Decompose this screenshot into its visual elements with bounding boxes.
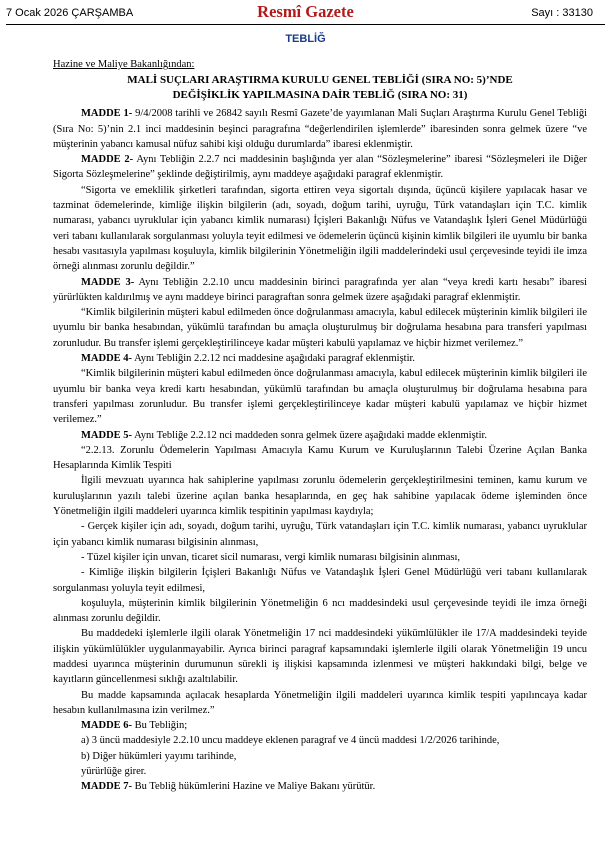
article-4-quote: “Kimlik bilgilerinin müşteri kabul edilmeden önce doğrulanması amacıyla, kabul edilecek müşterinin kimlik bilgileri ile uyumlu bir banka veya kredi kartı hesabından, yükümlü tarafından bu amaçla oluşturulmuş bir doğrulama hesabına para transferi yapılması zorunludur. Bu transfer işlemi gerçekleştirilinceye kadar müşteri kabulü yapılamaz ve hiçbir hizmet verilemez.” <box>53 368 587 426</box>
article-7-label: MADDE 7- <box>81 781 133 793</box>
article-5-text: Aynı Tebliğe 2.2.12 nci maddeden sonra gelmek üzere aşağıdaki madde eklenmiştir. <box>132 429 488 441</box>
article-1-text: 9/4/2008 tarihli ve 26842 sayılı Resmî Gazete’de yayımlanan Mali Suçları Araştırma Kurulu Genel Tebliği (Sıra No: 5)’nin 2.1 inci maddesinin beşinci paragrafına “değerlendirilen işlemlerde” ibaresinden sonra gelmek üzere “ve müşterinin yabancı kamusal nüfuz sahibi kişi olduğu durumlarda” ibaresi eklenmiştir. <box>53 108 587 150</box>
article-4 <box>53 351 587 366</box>
gazette-header <box>0 0 611 26</box>
article-6-label: MADDE 6- <box>81 720 133 732</box>
title-line-2: DEĞİŞİKLİK YAPILMASINA DAİR TEBLİĞ (SIRA NO: 31) <box>172 88 468 101</box>
article-5-paragraph-2: koşuluyla, müşterinin kimlik bilgilerinin Yönetmeliğin 6 ncı maddesindeki usul çerçevesinde teyidi ile imza örneği alınması zorunlu değildir. <box>53 597 587 625</box>
article-4-text: Aynı Tebliğin 2.2.12 nci maddesine aşağıdaki paragraf eklenmiştir. <box>132 353 416 365</box>
article-2-quote: “Sigorta ve emeklilik şirketleri tarafından, sigorta ettiren veya sigortalı dışında, üçüncü kişilere yapılacak hasar ve tazminat ödemelerinde, kimliğe ilişkin bilgilerin (adı, soyadı, doğum tarihi, uyruğu, Türk vatandaşları için T.C. kimlik numarası, yabancı uyruklular için yabancı kimlik numarası) İçişleri Bakanlığı Nüfus ve Vatandaşlık İşleri Genel Müdürlüğü veri tabanı kullanılarak sorgulanması yoluyla teyit edilmesi ve ödemelerin üçüncü kişinin kimlik bilgileri ile uyumlu bir banka hesabı vasıtasıyla yapılması koşuluyla, kimlik bilgilerinin Yönetmeliğin ilgili maddelerindeki usul çerçevesinde teyidi ile imza örneği alınması zorunlu değildir.” <box>53 184 587 273</box>
article-2-text: Aynı Tebliğin 2.2.7 nci maddesinin başlığında yer alan “Sözleşmelerine” ibaresi “Sözleşmeleri ile Diğer Sigorta Sözleşmelerine” şeklinde değiştirilmiş, aynı maddeye aşağıdaki paragraf eklenmiştir. <box>53 154 587 181</box>
article-1-label: MADDE 1- <box>81 108 133 120</box>
article-6-text: Bu Tebliğin; <box>132 720 188 732</box>
article-6-closing: yürürlüğe girer. <box>81 766 147 778</box>
article-6-item-a: a) 3 üncü maddesiyle 2.2.10 uncu maddeye eklenen paragraf ve 4 üncü maddesi 1/2/2026 tarihinde, <box>81 735 500 747</box>
article-3-label: MADDE 3- <box>81 276 135 288</box>
document-body <box>53 57 587 795</box>
article-5-bullet-3: - Kimliğe ilişkin bilgilerin İçişleri Bakanlığı Nüfus ve Vatandaşlık İşleri Genel Müdürlüğü veri tabanı kullanılarak sorgulanması yoluyla teyit edilmesi, <box>53 567 587 594</box>
article-1 <box>53 106 587 152</box>
section-label: TEBLİĞ <box>285 33 326 45</box>
article-3 <box>53 275 587 306</box>
article-5-paragraph-1: İlgili mevzuatı uyarınca hak sahiplerine yapılması zorunlu ödemelerin gerçekleştirilmesini teminen, kamu kurum ve kuruluşlarının yazılı talebi üzerine açılan banka hesaplarında, en geç hak sahibine yapılacak ödeme işleminden önce Yönetmeliğin ilgili maddeleri uyarınca kimlik tespitinin yapılması kaydıyla; <box>53 475 587 518</box>
gazette-title: Resmî Gazete <box>257 2 354 21</box>
article-2-label: MADDE 2- <box>81 154 134 166</box>
article-5-label: MADDE 5- <box>81 429 133 441</box>
issue-number: Sayı : 33130 <box>531 7 593 19</box>
article-4-label: MADDE 4- <box>81 353 133 365</box>
title-line-1: MALİ SUÇLARI ARAŞTIRMA KURULU GENEL TEBLİĞİ (SIRA NO: 5)’NDE <box>127 74 513 87</box>
article-5 <box>53 428 587 443</box>
article-5-paragraph-4: Bu madde kapsamında açılacak hesaplarda Yönetmeliğin ilgili maddeleri uyarınca kimlik tespiti yapılıncaya kadar hesabın kullanılmasına izin verilmez.” <box>53 689 587 716</box>
article-6-item-b: b) Diğer hükümleri yayımı tarihinde, <box>81 750 237 762</box>
article-2 <box>53 152 587 183</box>
article-7-text: Bu Tebliğ hükümlerini Hazine ve Maliye Bakanı yürütür. <box>132 781 376 793</box>
publication-date: 7 Ocak 2026 ÇARŞAMBA <box>6 7 134 19</box>
article-3-text: Aynı Tebliğin 2.2.10 uncu maddesinin birinci paragrafında yer alan “veya kredi kartı hesabı” ibaresi yürürlükten kaldırılmış ve aynı maddeye birinci paragraftan sonra gelmek üzere aşağıdaki paragraf eklenmiştir. <box>53 276 587 303</box>
article-6 <box>53 718 587 733</box>
ministry-name: Hazine ve Maliye Bakanlığından: <box>53 59 195 70</box>
article-5-heading: “2.2.13. Zorunlu Ödemelerin Yapılması Amacıyla Kamu Kurum ve Kuruluşlarının Talebi Üzerine Açılan Banka Hesaplarında Kimlik Tespiti <box>53 444 587 472</box>
article-5-bullet-1: - Gerçek kişiler için adı, soyadı, doğum tarihi, uyruğu, Türk vatandaşları için T.C. kimlik numarası, yabancı uyruklular için yabancı kimlik numarası bilgisinin alınması, <box>53 521 587 548</box>
article-5-paragraph-3: Bu maddedeki işlemlerle ilgili olarak Yönetmeliğin 17 nci maddesindeki yükümlülükler ile 17/A maddesindeki teyide ilişkin yükümlülükler uygulanmayabilir. Ayrıca birinci paragraf kapsamındaki işlemlerle ilgili olarak Yönetmeliğin 19 uncu maddesi uyarınca müşterinin durumunun sürekli iş ilişkisi kapsamında izlenmesi ve müşteri hakkındaki bilgi, belge ve kayıtların güncellenmesi sıklığı azaltılabilir. <box>53 628 587 686</box>
document-title <box>53 73 587 102</box>
article-7 <box>53 779 587 794</box>
header-divider <box>6 24 605 25</box>
article-3-quote: “Kimlik bilgilerinin müşteri kabul edilmeden önce doğrulanması amacıyla, kabul edilecek müşterinin kimlik bilgileri ile uyumlu bir banka hesabından, yükümlü tarafından bu amaçla oluşturulmuş bir doğrulama hesabına para transferi yapılması zorunludur. Bu transfer işlemi gerçekleştirilinceye kadar müşteri kabulü yapılamaz ve hiçbir hizmet verilemez.” <box>53 307 587 349</box>
article-5-bullet-2: - Tüzel kişiler için unvan, ticaret sicil numarası, vergi kimlik numarası bilgisinin alınması, <box>81 551 460 563</box>
